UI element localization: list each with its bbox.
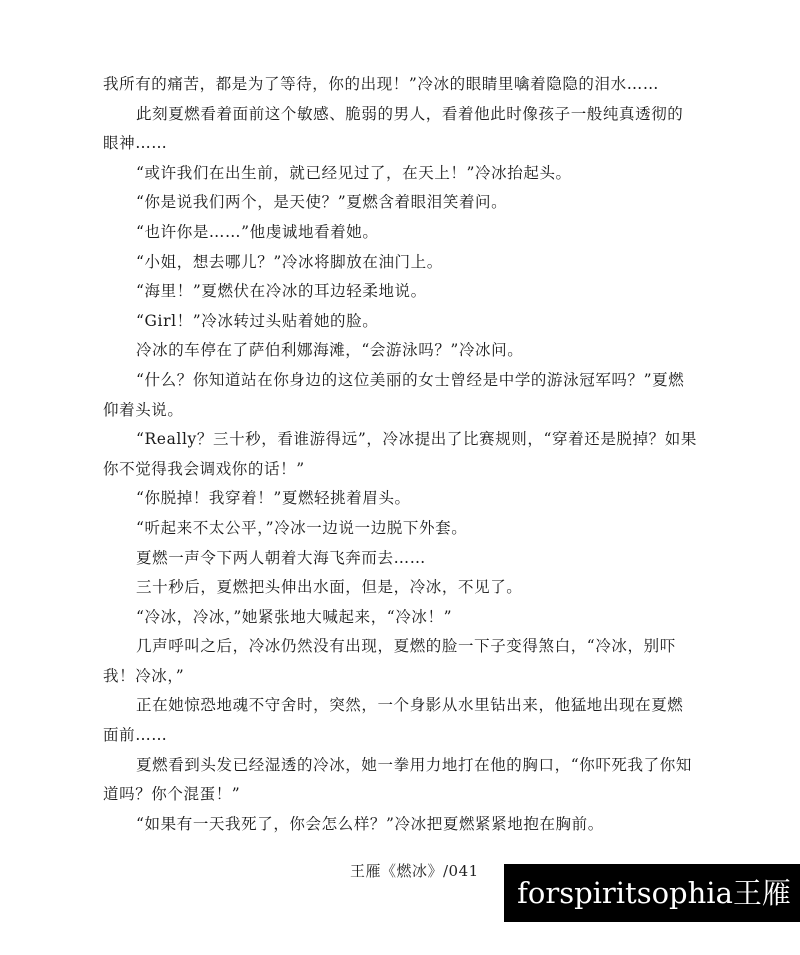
paragraph: 我所有的痛苦，都是为了等待，你的出现！”冷冰的眼睛里噙着隐隐的泪水…… xyxy=(103,75,659,93)
paragraph: 夏燃一声令下两人朝着大海飞奔而去…… xyxy=(136,548,426,567)
page-footer: 王雁《燃冰》/041 xyxy=(350,862,479,880)
paragraph: “小姐，想去哪儿？”冷冰将脚放在油门上。 xyxy=(136,252,443,271)
paragraph: “或许我们在出生前，就已经见过了，在天上！”冷冰抬起头。 xyxy=(136,163,572,182)
paragraph: “你脱掉！我穿着！”夏燃轻挑着眉头。 xyxy=(136,489,411,508)
paragraph: “如果有一天我死了，你会怎么样？”冷冰把夏燃紧紧地抱在胸前。 xyxy=(136,814,604,833)
paragraph: 夏燃看到头发已经湿透的冷冰，她一拳用力地打在他的胸口，“你吓死我了你知道吗？你个混蛋！” xyxy=(103,755,692,804)
paragraph: 正在她惊恐地魂不守舍时，突然，一个身影从水里钻出来，他猛地出现在夏燃面前…… xyxy=(103,696,684,745)
paragraph: 冷冰的车停在了萨伯利娜海滩，“会游泳吗？”冷冰问。 xyxy=(136,341,524,360)
paragraph: 几声呼叫之后，冷冰仍然没有出现，夏燃的脸一下子变得煞白，“冷冰，别吓我！冷冰，” xyxy=(103,637,676,685)
paragraph: “海里！”夏燃伏在冷冰的耳边轻柔地说。 xyxy=(136,282,427,301)
paragraph: 此刻夏燃看着面前这个敏感、脆弱的男人，看着他此时像孩子一般纯真透彻的眼神…… xyxy=(103,104,684,153)
paragraph: “冷冰，冷冰，”她紧张地大喊起来，“冷冰！” xyxy=(136,607,453,626)
paragraph: “也许你是……”他虔诚地看着她。 xyxy=(136,222,379,241)
paragraph: “听起来不太公平，”冷冰一边说一边脱下外套。 xyxy=(136,518,468,537)
watermark: forspiritsophia王雁 xyxy=(504,864,800,922)
paragraph: 三十秒后，夏燃把头伸出水面，但是，冷冰，不见了。 xyxy=(136,578,523,597)
paragraph: “什么？你知道站在你身边的这位美丽的女士曾经是中学的游泳冠军吗？”夏燃仰着头说。 xyxy=(103,370,685,419)
paragraph: “Really？三十秒，看谁游得远”，冷冰提出了比赛规则，“穿着还是脱掉？如果你不觉得我会调戏你的话！” xyxy=(103,430,697,478)
paragraph: “你是说我们两个，是天使？”夏燃含着眼泪笑着问。 xyxy=(136,193,508,212)
body-text xyxy=(103,70,697,839)
paragraph: “Girl！”冷冰转过头贴着她的脸。 xyxy=(136,311,379,330)
